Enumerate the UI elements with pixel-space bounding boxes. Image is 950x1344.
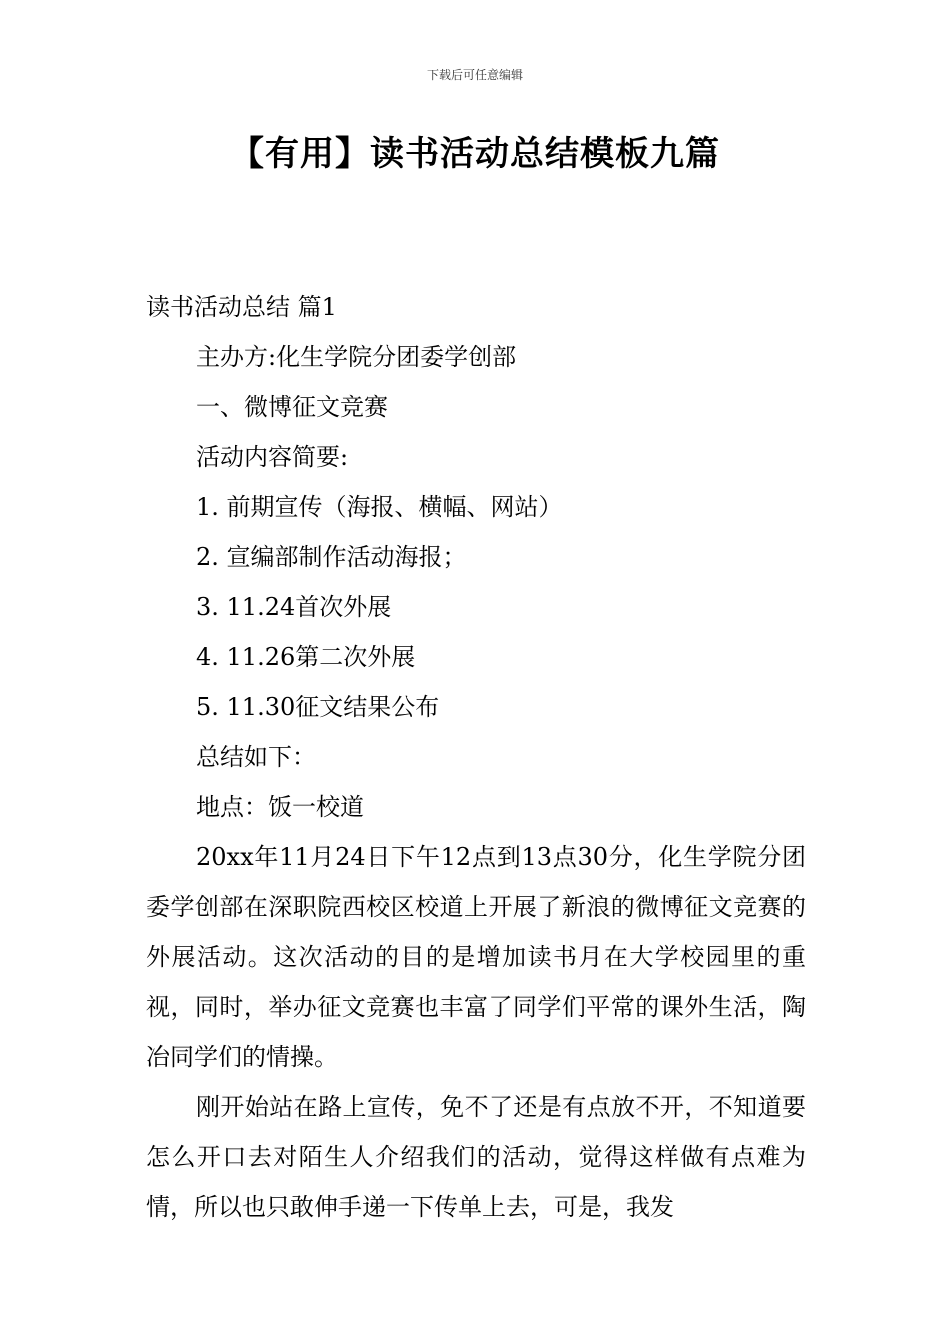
list-item: 2. 宣编部制作活动海报； <box>196 543 467 571</box>
part-one-heading: 一、微博征文竞赛 <box>196 393 388 421</box>
conclusion-label: 总结如下： <box>196 743 316 771</box>
document-body <box>146 282 806 1232</box>
summary-label: 活动内容简要: <box>196 443 349 471</box>
paragraph: 20xx年11月24日下午12点到13点30分，化生学院分团委学创部在深职院西校区校道上开展了新浪的微博征文竞赛的外展活动。这次活动的目的是增加读书月在大学校园里的重视，同时，举办征文竞赛也丰富了同学们平常的课外生活，陶冶同学们的情操。 <box>146 843 806 1071</box>
list-item: 4. 11.26第二次外展 <box>196 643 416 671</box>
list-item: 5. 11.30征文结果公布 <box>196 693 440 721</box>
list-item: 3. 11.24首次外展 <box>196 593 392 621</box>
list-item: 1. 前期宣传（海报、横幅、网站） <box>196 493 563 521</box>
location-line: 地点：饭一校道 <box>196 793 364 821</box>
header-note: 下载后可任意编辑 <box>426 68 523 82</box>
section-heading: 读书活动总结 篇1 <box>146 293 337 321</box>
paragraph: 刚开始站在路上宣传，免不了还是有点放不开，不知道要怎么开口去对陌生人介绍我们的活动，觉得这样做有点难为情，所以也只敢伸手递一下传单上去，可是，我发 <box>146 1093 806 1221</box>
organizer-line: 主办方:化生学院分团委学创部 <box>196 343 517 371</box>
document-title: 【有用】读书活动总结模板九篇 <box>230 134 720 174</box>
